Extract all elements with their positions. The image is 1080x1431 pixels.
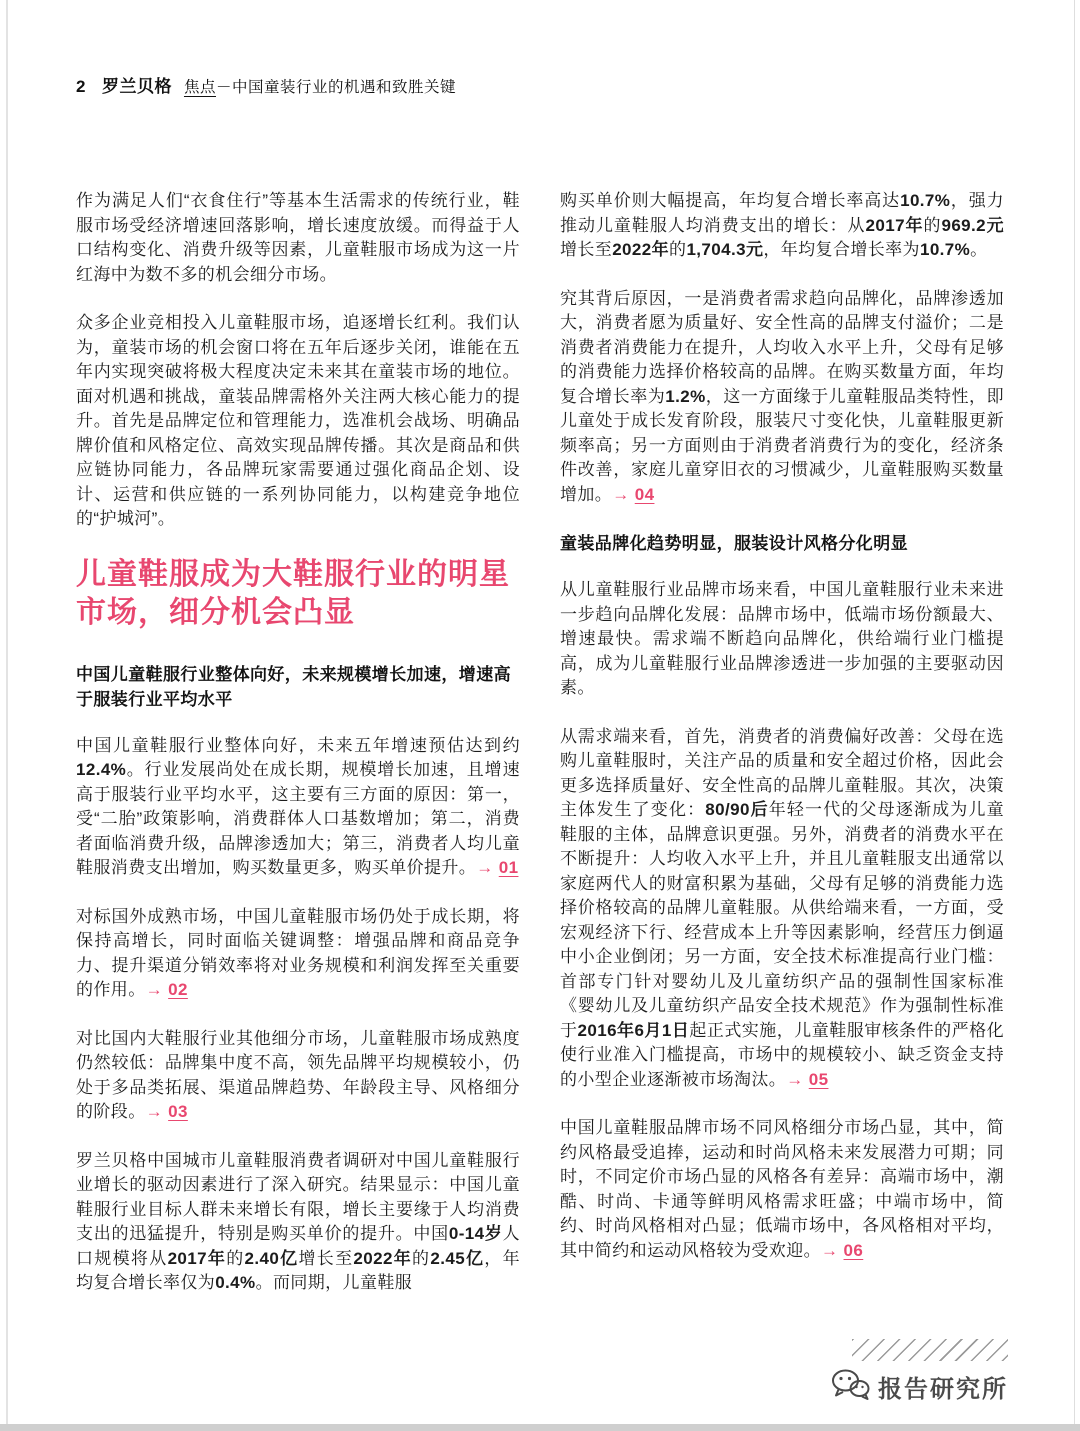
- arrow-right-icon: →: [145, 980, 169, 999]
- wechat-icon: [830, 1368, 870, 1405]
- ref-number: 02: [168, 980, 188, 999]
- ref-link-04[interactable]: [612, 485, 654, 504]
- page-bottom-edge-artifact: [0, 1424, 1080, 1431]
- ref-number: 06: [843, 1240, 864, 1260]
- paragraph: 对标国外成熟市场，中国儿童鞋服市场仍处于成长期，将保持高增长，同时面临关键调整：增强品牌和商品竞争力、提升渠道分销效率将对业务规模和利润发挥至关重要的作用。→ 02: [76, 906, 520, 999]
- two-column-layout: [76, 189, 1004, 1320]
- paragraph: 中国儿童鞋服行业整体向好，未来五年增速预估达到约12.4%。行业发展尚处在成长期，规模增长加速，且增速高于服装行业平均水平，这主要有三方面的原因：第一，受“二胎”政策影响，消费群体人口基数增加；第二，消费者面临消费升级，品牌渗透加大；第三，消费者人均儿童鞋服消费支出增加，购买数量更多，购买单价提升。→ 01: [76, 735, 520, 877]
- ref-link-02[interactable]: [146, 980, 188, 999]
- header-title: －中国童装行业的机遇和致胜关键: [215, 79, 456, 96]
- paragraph: 众多企业竞相投入儿童鞋服市场，追逐增长红利。我们认为，童装市场的机会窗口将在五年后逐步关闭，谁能在五年内实现突破将极大程度决定未来其在童装市场的地位。面对机遇和挑战，童装品牌需格外关注两大核心能力的提升。首先是品牌定位和管理能力，选准机会战场、明确品牌价值和风格定位、高效实现品牌传播。其次是商品和供应链协同能力，各品牌玩家需要通过强化商品企划、设计、运营和供应链的一系列协同能力，以构建竞争地位的“护城河”。: [76, 313, 520, 528]
- ref-link-01[interactable]: [476, 858, 518, 877]
- left-column: [76, 189, 520, 1320]
- ref-number: 05: [808, 1069, 829, 1089]
- page-edge-artifact-right: [1074, 0, 1076, 1431]
- right-column: [560, 189, 1004, 1320]
- paragraph: 对比国内大鞋服行业其他细分市场，儿童鞋服市场成熟度仍然较低：品牌集中度不高，领先品牌平均规模较小，仍处于多品类拓展、渠道品牌趋势、年龄段主导、风格细分的阶段。→ 03: [76, 1028, 520, 1121]
- paragraph: 中国儿童鞋服品牌市场不同风格细分市场凸显，其中，简约风格最受追捧，运动和时尚风格未来发展潜力可期；同时，不同定价市场凸显的风格各有差异：高端市场中，潮酷、时尚、卡通等鲜明风格需求旺盛；中端市场中，简约、时尚风格相对凸显；低端市场中，各风格相对平均，其中简约和运动风格较为受欢迎。→ 06: [560, 1118, 1004, 1260]
- subsection-heading: 童装品牌化趋势明显，服装设计风格分化明显: [560, 534, 908, 553]
- paragraph: 究其背后原因，一是消费者需求趋向品牌化，品牌渗透加大，消费者愿为质量好、安全性高的品牌支付溢价；二是消费者消费能力在提升，人均收入水平上升，父母有足够的消费能力选择价格较高的品牌。在购买数量方面，年均复合增长率为1.2%，这一方面缘于儿童鞋服品类特性，即儿童处于成长发育阶段，服装尺寸变化快，儿童鞋服更新频率高；另一方面则由于消费者消费行为的变化，经济条件改善，家庭儿童穿旧衣的习惯减少，儿童鞋服购买数量增加。→ 04: [560, 288, 1004, 504]
- ref-number: 01: [498, 858, 519, 877]
- subsection-heading: 中国儿童鞋服行业整体向好，未来规模增长加速，增速高于服装行业平均水平: [76, 664, 511, 709]
- ref-number: 04: [634, 484, 655, 504]
- arrow-right-icon: →: [476, 858, 499, 877]
- paragraph: 从需求端来看，首先，消费者的消费偏好改善：父母在选购儿童鞋服时，关注产品的质量和安全超过价格，因此会更多选择质量好、安全性高的品牌儿童鞋服。其次，决策主体发生了变化：80/90后年轻一代的父母逐渐成为儿童鞋服的主体，品牌意识更强。另外，消费者的消费水平在不断提升：人均收入水平上升，并且儿童鞋服支出通常以家庭两代人的财富积累为基础，父母有足够的消费能力选择价格较高的品牌儿童鞋服。从供给端来看，一方面，受宏观经济下行、经营成本上升等因素影响，经营压力倒逼中小企业倒闭；另一方面，安全技术标准提高行业门槛：首部专门针对婴幼儿及儿童纺织产品的强制性国家标准《婴幼儿及儿童纺织产品安全技术规范》作为强制性标准于2016年6月1日起正式实施，儿童鞋服审核条件的严格化使行业准入门槛提高，市场中的规模较小、缺乏资金支持的小型企业逐渐被市场淘汰。→ 05: [560, 726, 1005, 1089]
- arrow-right-icon: →: [821, 1240, 844, 1260]
- diagonal-stripes-decoration: [852, 1339, 1008, 1361]
- page-header: [76, 72, 1004, 97]
- page-edge-artifact-left: [6, 0, 8, 1431]
- ref-link-06[interactable]: [821, 1241, 863, 1260]
- series-label: 焦点: [183, 79, 216, 96]
- ref-number: 03: [168, 1102, 188, 1121]
- section-heading: 儿童鞋服成为大鞋服行业的明星市场，细分机会凸显: [76, 557, 510, 629]
- watermark-row: [830, 1368, 1008, 1405]
- arrow-right-icon: →: [145, 1102, 169, 1121]
- page-number: 2: [76, 77, 86, 96]
- paragraph: 罗兰贝格中国城市儿童鞋服消费者调研对中国儿童鞋服行业增长的驱动因素进行了深入研究。结果显示：中国儿童鞋服行业目标人群未来增长有限，增长主要缘于人均消费支出的迅猛提升，特别是购买单价的提升。中国0-14岁人口规模将从2017年的2.40亿增长至2022年的2.45亿，年均复合增长率仅为0.4%。而同期，儿童鞋服: [76, 1150, 520, 1292]
- paragraph: 购买单价则大幅提高，年均复合增长率高达10.7%，强力推动儿童鞋服人均消费支出的增长：从2017年的969.2元增长至2022年的1,704.3元，年均复合增长率为10.7%。: [560, 191, 1004, 259]
- ref-link-05[interactable]: [786, 1070, 828, 1089]
- ref-link-03[interactable]: [146, 1102, 188, 1121]
- paragraph: 作为满足人们“衣食住行”等基本生活需求的传统行业，鞋服市场受经济增速回落影响，增长速度放缓。而得益于人口结构变化、消费升级等因素，儿童鞋服市场成为这一片红海中为数不多的机会细分市场。: [76, 191, 520, 284]
- paragraph: 从儿童鞋服行业品牌市场来看，中国儿童鞋服行业未来进一步趋向品牌化发展：品牌市场中，低端市场份额最大、增速最快。需求端不断趋向品牌化，供给端行业门槛提高，成为儿童鞋服行业品牌渗透进一步加强的主要驱动因素。: [560, 580, 1004, 697]
- watermark: [830, 1339, 1008, 1405]
- arrow-right-icon: →: [786, 1069, 809, 1089]
- arrow-right-icon: →: [612, 484, 635, 504]
- brand-name: 罗兰贝格: [101, 77, 172, 96]
- watermark-label: 报告研究所: [878, 1376, 1008, 1403]
